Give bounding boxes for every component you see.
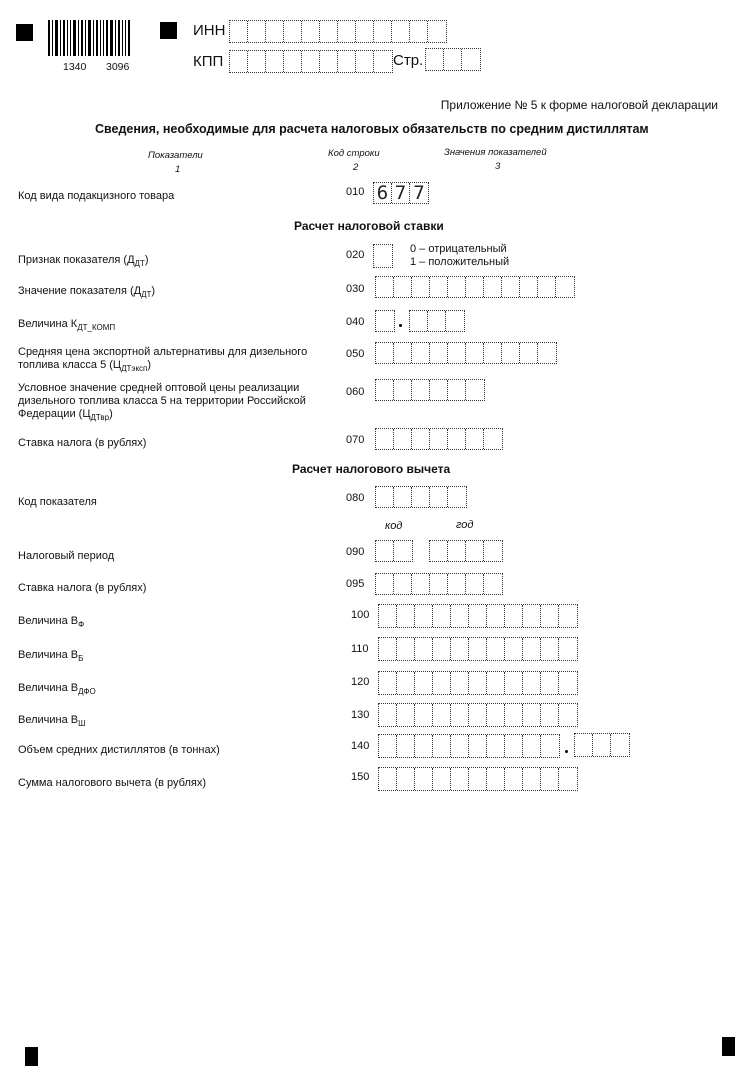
column-number-3: 3 bbox=[495, 161, 501, 172]
digit-cell bbox=[284, 51, 302, 72]
digit-cell bbox=[448, 429, 466, 449]
digit-cell bbox=[505, 704, 523, 726]
digit-cell bbox=[520, 343, 538, 363]
barcode bbox=[48, 20, 144, 60]
row-140-field-fraction[interactable] bbox=[574, 733, 630, 757]
digit-cell bbox=[523, 605, 541, 627]
digit-cell bbox=[394, 487, 412, 507]
digit-cell bbox=[430, 574, 448, 594]
digit-cell bbox=[284, 21, 302, 42]
digit-cell bbox=[505, 672, 523, 694]
digit-cell bbox=[541, 605, 559, 627]
digit-cell bbox=[484, 343, 502, 363]
digit-cell: 7 bbox=[413, 182, 425, 204]
row-100-field[interactable] bbox=[378, 604, 578, 628]
digit-cell bbox=[392, 21, 410, 42]
digit-cell bbox=[428, 311, 446, 331]
digit-cell bbox=[593, 734, 611, 756]
barcode-number-1: 1340 bbox=[63, 61, 87, 73]
row-150-code: 150 bbox=[351, 771, 370, 783]
digit-cell bbox=[556, 277, 574, 297]
row-080-label: Код показателя bbox=[18, 496, 97, 508]
digit-cell bbox=[230, 21, 248, 42]
digit-cell bbox=[397, 672, 415, 694]
digit-cell bbox=[415, 638, 433, 660]
column-number-2: 2 bbox=[353, 162, 359, 173]
digit-cell bbox=[415, 605, 433, 627]
digit-cell bbox=[338, 51, 356, 72]
digit-cell bbox=[469, 672, 487, 694]
row-020-field[interactable] bbox=[373, 244, 393, 268]
digit-cell bbox=[466, 277, 484, 297]
digit-cell bbox=[487, 605, 505, 627]
row-050-code: 050 bbox=[346, 348, 365, 360]
digit-cell bbox=[379, 768, 397, 790]
digit-cell bbox=[448, 574, 466, 594]
appendix-note: Приложение № 5 к форме налоговой декларации bbox=[440, 98, 718, 112]
digit-cell bbox=[451, 704, 469, 726]
digit-cell bbox=[469, 704, 487, 726]
row-110-code: 110 bbox=[351, 643, 369, 655]
digit-cell bbox=[466, 574, 484, 594]
digit-cell bbox=[559, 768, 577, 790]
digit-cell bbox=[426, 49, 444, 70]
digit-cell bbox=[412, 277, 430, 297]
digit-cell bbox=[397, 638, 415, 660]
row-050-field[interactable] bbox=[375, 342, 557, 364]
digit-cell bbox=[430, 541, 448, 561]
digit-cell bbox=[575, 734, 593, 756]
digit-cell bbox=[415, 704, 433, 726]
digit-cell bbox=[469, 735, 487, 757]
digit-cell bbox=[356, 21, 374, 42]
row-020-hint-positive: 1 – положительный bbox=[410, 256, 510, 268]
digit-cell bbox=[412, 380, 430, 400]
digit-cell bbox=[444, 49, 462, 70]
digit-cell bbox=[394, 343, 412, 363]
row-095-label: Ставка налога (в рублях) bbox=[18, 582, 147, 594]
digit-cell bbox=[505, 605, 523, 627]
row-150-label: Сумма налогового вычета (в рублях) bbox=[18, 777, 206, 789]
digit-cell bbox=[248, 51, 266, 72]
row-040-code: 040 bbox=[346, 316, 365, 328]
row-095-code: 095 bbox=[346, 578, 365, 590]
row-100-label: Величина $В_Ф$ bbox=[18, 615, 85, 629]
row-130-code: 130 bbox=[351, 709, 370, 721]
form-title: Сведения, необходимые для расчета налоговых обязательств по средним дистиллятам bbox=[95, 122, 649, 136]
row-110-field[interactable] bbox=[378, 637, 578, 661]
row-070-code: 070 bbox=[346, 434, 365, 446]
row-120-field[interactable] bbox=[378, 671, 578, 695]
digit-cell bbox=[523, 638, 541, 660]
row-060-field[interactable] bbox=[375, 379, 485, 401]
row-090-label: Налоговый период bbox=[18, 550, 115, 562]
digit-cell bbox=[448, 277, 466, 297]
inn-label: ИНН bbox=[193, 22, 226, 39]
row-040-field-fraction[interactable] bbox=[409, 310, 465, 332]
digit-cell bbox=[394, 541, 412, 561]
digit-cell bbox=[523, 735, 541, 757]
barcode-number-2: 3096 bbox=[106, 61, 130, 73]
digit-cell bbox=[487, 735, 505, 757]
digit-cell bbox=[451, 605, 469, 627]
digit-cell bbox=[430, 380, 448, 400]
page-label: Стр. bbox=[393, 52, 424, 69]
row-020-hint-negative: 0 – отрицательный bbox=[410, 243, 507, 255]
digit-cell bbox=[412, 429, 430, 449]
digit-cell bbox=[466, 541, 484, 561]
digit-cell bbox=[448, 541, 466, 561]
digit-cell bbox=[523, 768, 541, 790]
digit-cell bbox=[484, 277, 502, 297]
digit-cell bbox=[376, 380, 394, 400]
digit-cell bbox=[374, 21, 392, 42]
digit-cell bbox=[376, 429, 394, 449]
row-080-field[interactable] bbox=[375, 486, 467, 508]
digit-cell bbox=[538, 343, 556, 363]
digit-cell bbox=[541, 672, 559, 694]
digit-cell bbox=[469, 638, 487, 660]
column-header-3: Значения показателей bbox=[444, 147, 547, 158]
digit-cell bbox=[433, 735, 451, 757]
period-code-header: код bbox=[385, 520, 403, 532]
digit-cell bbox=[412, 574, 430, 594]
digit-cell bbox=[430, 429, 448, 449]
digit-cell bbox=[356, 51, 374, 72]
digit-cell bbox=[428, 21, 446, 42]
digit-cell bbox=[446, 311, 464, 331]
digit-cell bbox=[451, 638, 469, 660]
digit-cell bbox=[379, 672, 397, 694]
digit-cell bbox=[448, 343, 466, 363]
digit-cell bbox=[505, 735, 523, 757]
row-150-field[interactable] bbox=[378, 767, 578, 791]
digit-cell bbox=[448, 380, 466, 400]
row-050-label: Средняя цена экспортной альтернативы для дизельного топлива класса 5 $(Ц_{ДТэксп})$ bbox=[18, 346, 308, 373]
row-095-field[interactable] bbox=[375, 573, 503, 595]
digit-cell bbox=[379, 704, 397, 726]
row-060-code: 060 bbox=[346, 386, 365, 398]
column-header-2: Код строки bbox=[328, 148, 380, 159]
digit-cell bbox=[302, 51, 320, 72]
digit-cell bbox=[541, 735, 559, 757]
digit-cell bbox=[469, 768, 487, 790]
digit-cell bbox=[523, 704, 541, 726]
row-030-field[interactable] bbox=[375, 276, 575, 298]
kpp-label: КПП bbox=[193, 53, 224, 70]
digit-cell bbox=[559, 605, 577, 627]
digit-cell bbox=[415, 768, 433, 790]
digit-cell bbox=[379, 638, 397, 660]
digit-cell bbox=[559, 704, 577, 726]
digit-cell bbox=[266, 51, 284, 72]
digit-cell bbox=[412, 343, 430, 363]
digit-cell bbox=[374, 245, 392, 267]
row-010-label: Код вида подакцизного товара bbox=[18, 190, 175, 202]
digit-cell bbox=[451, 672, 469, 694]
digit-cell bbox=[484, 541, 502, 561]
digit-cell bbox=[466, 343, 484, 363]
digit-cell bbox=[502, 277, 520, 297]
digit-cell bbox=[266, 21, 284, 42]
digit-cell bbox=[397, 735, 415, 757]
digit-cell bbox=[505, 768, 523, 790]
digit-cell bbox=[466, 429, 484, 449]
row-130-field[interactable] bbox=[378, 703, 578, 727]
period-year-header: год bbox=[456, 519, 474, 531]
row-070-field[interactable] bbox=[375, 428, 503, 450]
digit-cell bbox=[397, 605, 415, 627]
row-130-label: Величина $В_Ш$ bbox=[18, 714, 86, 728]
digit-cell bbox=[430, 277, 448, 297]
digit-cell bbox=[376, 574, 394, 594]
digit-cell bbox=[469, 605, 487, 627]
digit-cell bbox=[394, 380, 412, 400]
section-tax-rate: Расчет налоговой ставки bbox=[294, 219, 444, 233]
digit-cell bbox=[451, 768, 469, 790]
digit-cell bbox=[430, 487, 448, 507]
digit-cell bbox=[484, 429, 502, 449]
digit-cell: 7 bbox=[392, 183, 410, 203]
digit-cell bbox=[379, 605, 397, 627]
digit-cell bbox=[374, 51, 392, 72]
digit-cell bbox=[487, 672, 505, 694]
digit-cell bbox=[379, 735, 397, 757]
digit-cell bbox=[302, 21, 320, 42]
row-120-code: 120 bbox=[351, 676, 370, 688]
digit-cell bbox=[338, 21, 356, 42]
digit-cell bbox=[415, 672, 433, 694]
digit-cell bbox=[487, 704, 505, 726]
digit-cell bbox=[394, 429, 412, 449]
digit-cell bbox=[415, 735, 433, 757]
digit-cell bbox=[448, 487, 466, 507]
decimal-point bbox=[565, 750, 568, 753]
digit-cell bbox=[430, 343, 448, 363]
digit-cell bbox=[611, 734, 629, 756]
digit-cell bbox=[541, 704, 559, 726]
row-010-code: 010 bbox=[346, 186, 365, 198]
registration-marker-bottom-left bbox=[25, 1047, 38, 1066]
digit-cell bbox=[505, 638, 523, 660]
digit-cell bbox=[397, 704, 415, 726]
digit-cell bbox=[376, 343, 394, 363]
digit-cell bbox=[410, 21, 428, 42]
digit-cell bbox=[433, 704, 451, 726]
digit-cell bbox=[320, 21, 338, 42]
digit-cell bbox=[487, 638, 505, 660]
row-140-code: 140 bbox=[351, 740, 370, 752]
digit-cell bbox=[433, 638, 451, 660]
digit-cell bbox=[451, 735, 469, 757]
row-140-field-integer[interactable] bbox=[378, 734, 560, 758]
digit-cell bbox=[559, 638, 577, 660]
row-020-code: 020 bbox=[346, 249, 365, 261]
registration-marker-top-left bbox=[16, 24, 33, 41]
page-field[interactable] bbox=[425, 48, 481, 71]
row-040-label: Величина $К_{ДТ\_КОМП}$ bbox=[18, 318, 116, 332]
digit-cell bbox=[320, 51, 338, 72]
column-header-1: Показатели bbox=[148, 150, 203, 161]
digit-cell bbox=[394, 277, 412, 297]
kpp-field[interactable] bbox=[229, 50, 393, 73]
row-010-field[interactable] bbox=[373, 182, 429, 204]
row-030-label: Значение показателя $(Д_{ДТ})$ bbox=[18, 285, 156, 299]
row-120-label: Величина $В_{ДФО}$ bbox=[18, 682, 96, 696]
digit-cell bbox=[487, 768, 505, 790]
digit-cell bbox=[538, 277, 556, 297]
section-tax-deduction: Расчет налогового вычета bbox=[292, 462, 451, 476]
digit-cell bbox=[248, 21, 266, 42]
digit-cell bbox=[466, 380, 484, 400]
digit-cell bbox=[541, 638, 559, 660]
digit-cell bbox=[410, 311, 428, 331]
row-140-label: Объем средних дистиллятов (в тоннах) bbox=[18, 744, 220, 756]
row-090-code: 090 bbox=[346, 546, 365, 558]
digit-cell bbox=[394, 574, 412, 594]
row-060-label: Условное значение средней оптовой цены реализации дизельного топлива класса 5 на территории Российской Федерации $(Ц_{ДТвр})$ bbox=[18, 382, 306, 422]
digit-cell bbox=[376, 487, 394, 507]
row-040-field-integer[interactable] bbox=[375, 310, 395, 332]
row-090-field-code[interactable] bbox=[375, 540, 413, 562]
decimal-point bbox=[399, 324, 402, 327]
row-080-code: 080 bbox=[346, 492, 365, 504]
row-110-label: Величина $В_Б$ bbox=[18, 649, 84, 663]
row-090-field-year[interactable] bbox=[429, 540, 503, 562]
digit-cell bbox=[376, 541, 394, 561]
digit-cell bbox=[484, 574, 502, 594]
digit-cell bbox=[541, 768, 559, 790]
digit-cell bbox=[520, 277, 538, 297]
digit-cell bbox=[502, 343, 520, 363]
digit-cell bbox=[397, 768, 415, 790]
digit-cell bbox=[433, 672, 451, 694]
digit-cell bbox=[462, 49, 480, 70]
row-100-code: 100 bbox=[351, 609, 370, 621]
registration-marker-bottom-right bbox=[722, 1037, 735, 1056]
digit-cell bbox=[412, 487, 430, 507]
digit-cell bbox=[230, 51, 248, 72]
registration-marker-top-mid bbox=[160, 22, 177, 39]
digit-cell bbox=[523, 672, 541, 694]
digit-cell bbox=[376, 277, 394, 297]
row-030-code: 030 bbox=[346, 283, 365, 295]
digit-cell bbox=[433, 605, 451, 627]
column-number-1: 1 bbox=[175, 164, 181, 175]
row-020-label: Признак показателя $(Д_{ДТ})$ bbox=[18, 254, 149, 268]
digit-cell bbox=[433, 768, 451, 790]
inn-field[interactable] bbox=[229, 20, 447, 43]
row-070-label: Ставка налога (в рублях) bbox=[18, 437, 147, 449]
digit-cell: 6 bbox=[374, 183, 392, 203]
digit-cell bbox=[559, 672, 577, 694]
digit-cell bbox=[376, 311, 394, 331]
